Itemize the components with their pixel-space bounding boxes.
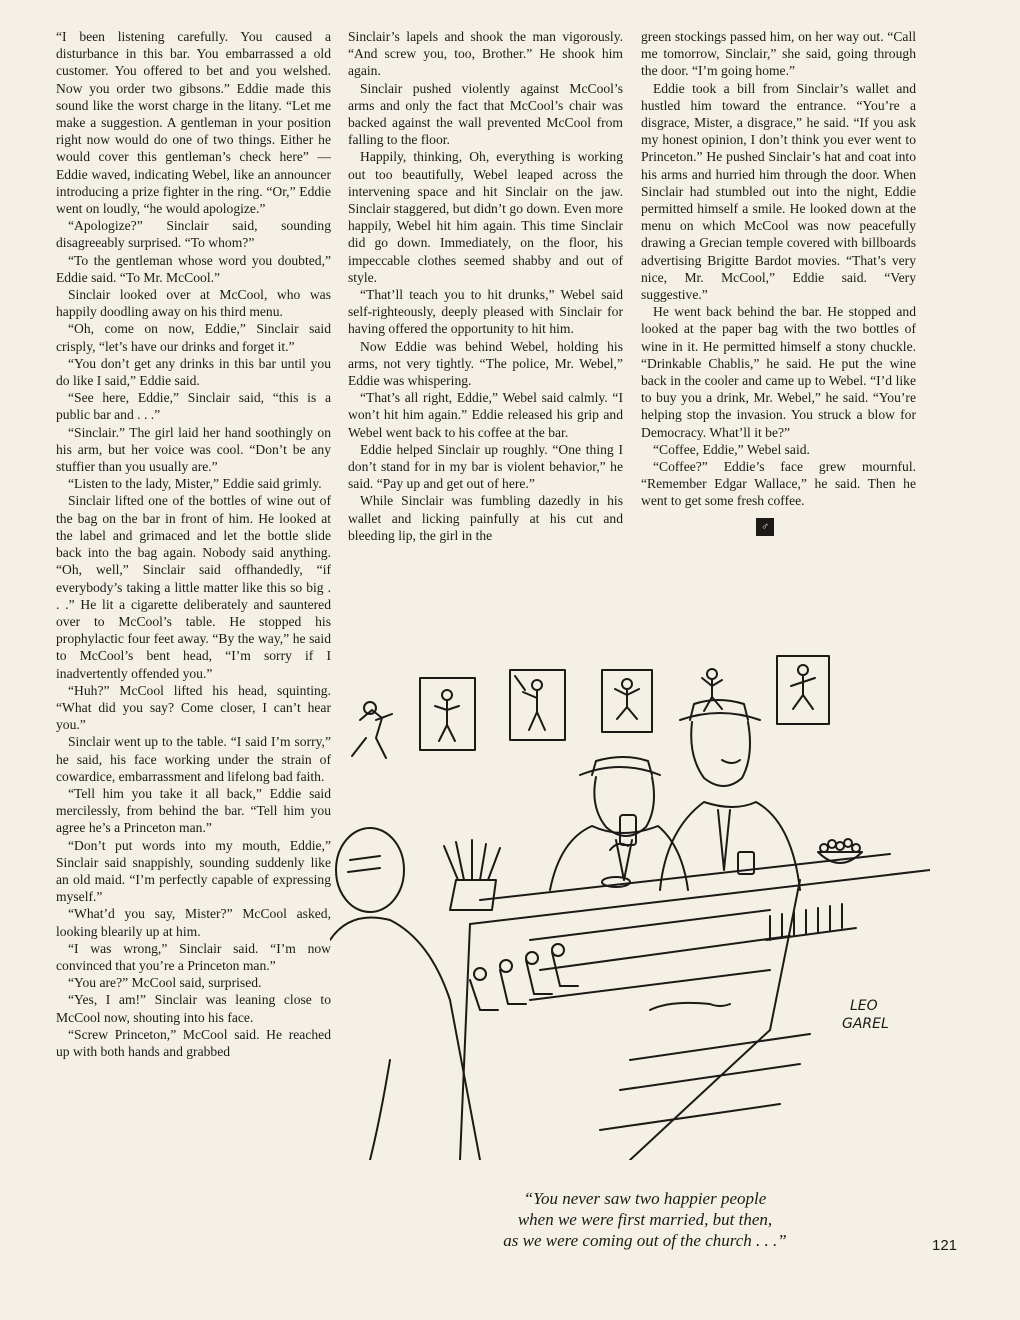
man-drinking bbox=[550, 757, 688, 890]
text-column-1 bbox=[56, 28, 331, 1060]
paragraph: “Sinclair.” The girl laid her hand soothingly on his arm, but her voice was cool. “Don’t be any stuffier than you usually are.” bbox=[56, 424, 331, 475]
paragraph: Sinclair lifted one of the bottles of wine out of the bag on the bar in front of him. He looked at the label and grimaced and let the bottle slide back into the bag again. Nobody said anything. “Oh, well,” Sinclair said offhandedly, “if everybody’s taking a little matter like this so big . . .” He lit a cigarette deliberately and sauntered over to McCool’s table. He stopped his prophylactic four feet away. “By the way,” he said to McCool’s bent head, “I’m sorry if I inadvertently offended you.” bbox=[56, 493, 331, 681]
paragraph: “What’d you say, Mister?” McCool asked, looking blearily up at him. bbox=[56, 906, 331, 939]
paragraph: “Tell him you take it all back,” Eddie said mercilessly, from behind the bar. “Tell him you agree he’s a Princeton man.” bbox=[56, 785, 331, 836]
paragraph: He went back behind the bar. He stopped and looked at the paper bag with the two bottles of wine in it. He permitted himself a stony chuckle. “Drinkable Chablis,” he said. He put the wine back in the cooler and came up to Webel. “I’d like to buy you a drink, Mr. Webel,” he said. “You’re helping stop the invasion. You struck a blow for Democracy. What’ll it be?” bbox=[641, 304, 916, 440]
cartoon-caption bbox=[400, 1188, 890, 1251]
paragraph: “To the gentleman whose word you doubted,” Eddie said. “To Mr. McCool.” bbox=[56, 252, 331, 285]
text-column-2 bbox=[348, 28, 623, 544]
artist-signature-line1: LEO bbox=[850, 998, 878, 1014]
paragraph: “Apologize?” Sinclair said, sounding disagreeably surprised. “To whom?” bbox=[56, 218, 331, 251]
text-column-3 bbox=[641, 28, 916, 536]
paragraph: Now Eddie was behind Webel, holding his arms, not very tightly. “The police, Mr. Webel,” Eddie was whispering. bbox=[348, 338, 623, 389]
wall-picture-boxer bbox=[435, 690, 459, 741]
paragraph: Sinclair went up to the table. “I said I’m sorry,” he said, his face working under the strain of cowardice, embarrassment and lifelong bad faith. bbox=[56, 734, 331, 784]
paragraph: While Sinclair was fumbling dazedly in his wallet and licking painfully at his cut and bleeding lip, the girl in the bbox=[348, 493, 623, 543]
paragraph: “Huh?” McCool lifted his head, squinting. “What did you say? Come closer, I can’t hear you.” bbox=[56, 682, 331, 733]
paragraph: “I been listening carefully. You caused a disturbance in this bar. You embarrassed a old customer. You offered to bet and you welshed. Now you order two gibsons.” Eddie made this sound like the worst charge in the litany. “Let me make a suggestion. A gentleman in your position right now would do one of two things. Either he would cover this gentleman’s check here” — Eddie waved, indicating Webel, like an announcer introducing a prize fighter in the ring. “Or,” Eddie went on loudly, “he would apologize.” bbox=[56, 29, 331, 217]
paragraph: Sinclair’s lapels and shook the man vigorously. “And screw you, too, Brother.” He shook him again. bbox=[348, 29, 623, 79]
paragraph: “That’s all right, Eddie,” Webel said calmly. “I won’t hit him again.” Eddie released his grip and Webel went back to his coffee at the bar. bbox=[348, 390, 623, 440]
paragraph: Eddie took a bill from Sinclair’s wallet and hustled him toward the entrance. “You’re a disgrace, Mister, a disgrace,” he said. “If you ask my honest opinion, I don’t think you ever went to Princeton.” He pushed Sinclair’s hat and coat into his arms and hurried him through the door. When Sinclair had stumbled out into the night, Eddie permitted himself a smile. He looked down at the menu on which McCool was now peacefully drawing a Grecian temple covered with billboards advertising Brigitte Bardot movies. “That’s very nice, Mr. McCool,” Eddie said. “Very suggestive.” bbox=[641, 80, 916, 303]
paragraph: “Coffee?” Eddie’s face grew mournful. “Remember Edgar Wallace,” he said. Then he went to get some fresh coffee. bbox=[641, 459, 916, 509]
caption-line: “You never saw two happier people bbox=[523, 1189, 767, 1208]
paragraph: green stockings passed him, on her way out. “Call me tomorrow, Sinclair,” she said, going through the door. “I’m going home.” bbox=[641, 29, 916, 79]
wall-picture-batter bbox=[515, 676, 545, 730]
caption-line: when we were first married, but then, bbox=[517, 1210, 773, 1229]
page-number: 121 bbox=[932, 1237, 958, 1254]
cartoon-illustration bbox=[330, 640, 930, 1160]
beer-taps bbox=[470, 944, 578, 1010]
end-mark-icon: ♂ bbox=[756, 518, 774, 536]
paragraph: “Coffee, Eddie,” Webel said. bbox=[653, 441, 810, 457]
artist-signature-line2: GAREL bbox=[842, 1016, 889, 1032]
sink bbox=[650, 1003, 730, 1010]
wall-picture-boxer-left bbox=[352, 702, 392, 758]
paragraph: “You don’t get any drinks in this bar until you do like I said,” Eddie said. bbox=[56, 355, 331, 389]
wall-picture-runner bbox=[791, 665, 815, 709]
wall-picture-dancer bbox=[615, 679, 639, 719]
paragraph: Sinclair looked over at McCool, who was happily doodling away on his third menu. bbox=[56, 287, 331, 320]
paragraph: Happily, thinking, Oh, everything is working out too beautifully, Webel leaped across the intervening space and hit Sinclair on the jaw. Sinclair staggered, but didn’t go down. Even more happily, Webel hit him again. This time Sinclair did go down. Immediately, on the floor, his impeccable clothes seemed shabby and out of style. bbox=[348, 149, 623, 285]
paragraph: “You are?” McCool said, surprised. bbox=[68, 975, 262, 991]
paragraph: “See here, Eddie,” Sinclair said, “this is a public bar and . . .” bbox=[56, 390, 331, 423]
paragraph: “I was wrong,” Sinclair said. “I’m now convinced that you’re a Princeton man.” bbox=[56, 940, 331, 973]
paragraph: “Screw Princeton,” McCool said. He reached up with both hands and grabbed bbox=[56, 1026, 331, 1059]
paragraph: Eddie helped Sinclair up roughly. “One thing I don’t stand for in my bar is violent behavior,” he said. “Pay up and get out of here.” bbox=[348, 441, 623, 492]
paragraph: “Don’t put words into my mouth, Eddie,” Sinclair said snappishly, sounding suddenly like an old maid. “I’m perfectly capable of expressing myself.” bbox=[56, 837, 331, 905]
paragraph: “That’ll teach you to hit drunks,” Webel said self-righteously, deeply pleased with Sinclair for having offered the opportunity to hit him. bbox=[348, 287, 623, 337]
paragraph: Sinclair pushed violently against McCool’s arms and only the fact that McCool’s chair was backed against the wall prevented McCool from falling to the floor. bbox=[348, 80, 623, 148]
wall-picture-juggler bbox=[702, 669, 722, 711]
caption-line: as we were coming out of the church . . .” bbox=[503, 1231, 787, 1250]
shelf-glasses bbox=[766, 904, 856, 940]
paragraph: “Oh, come on now, Eddie,” Sinclair said crisply, “let’s have our drinks and forget it.” bbox=[56, 321, 331, 354]
paragraph: “Listen to the lady, Mister,” Eddie said grimly. bbox=[68, 476, 322, 492]
paragraph: “Yes, I am!” Sinclair was leaning close to McCool now, shouting into his face. bbox=[56, 992, 331, 1025]
